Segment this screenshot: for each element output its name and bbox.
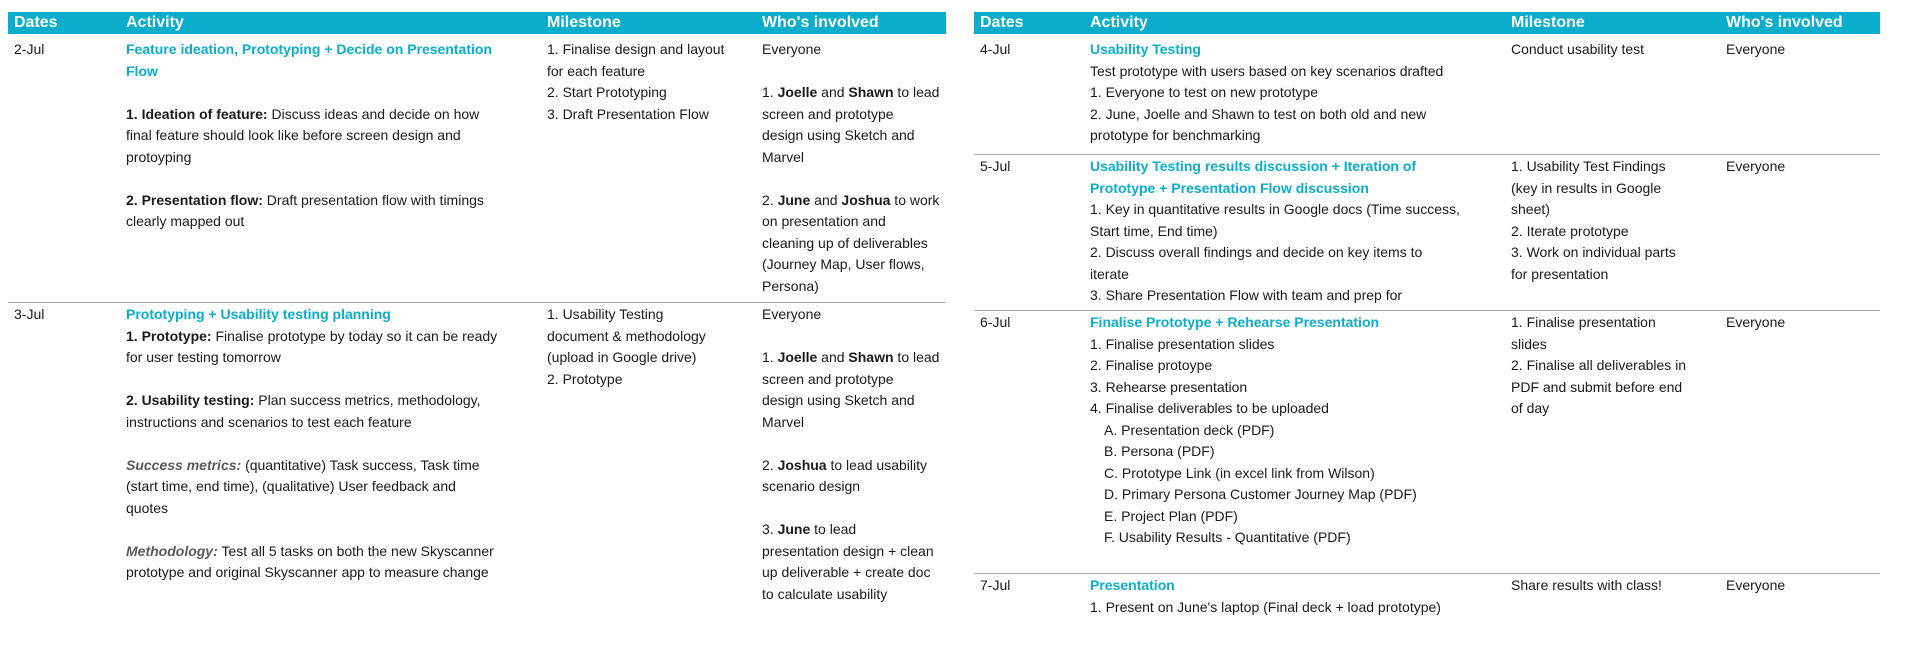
cell-line [762,433,946,455]
cell-line [1090,527,1500,549]
cell-line [1511,242,1716,264]
text-segment: Shawn [848,349,894,365]
activity-cell [1090,39,1500,147]
cell-line [762,326,946,348]
cell-line [126,369,536,391]
cell-line [762,211,946,233]
text-segment: screen and prototype [762,370,894,387]
text-segment: 2. Finalise protoype [1090,357,1213,373]
text-segment: Everyone [1726,158,1786,174]
date-cell: 7-Jul [980,577,1011,593]
text-segment: Conduct usability test [1511,41,1645,57]
cell-line [1090,441,1500,463]
text-segment: document & methodology [547,327,706,344]
cell-line [1090,420,1500,442]
milestone-cell [547,39,752,125]
text-segment: to lead [893,84,940,100]
cell-line [762,233,946,255]
cell-line [126,211,536,233]
cell-line [1090,199,1500,221]
cell-line [762,390,946,412]
cell-line [762,476,946,498]
text-segment: prototype and original Skyscanner app to measure change [126,564,489,580]
activity-cell [1090,312,1500,549]
text-segment: E. Project Plan (PDF) [1104,507,1238,524]
text-segment: Joelle [777,349,818,365]
text-segment: 1. Present on June's laptop (Final deck + load prototype) [1090,598,1441,615]
cell-line [1511,264,1716,286]
text-segment: D. Primary Persona Customer Journey Map (PDF) [1104,486,1417,502]
text-segment: A. Presentation deck (PDF) [1104,421,1275,438]
cell-line [126,147,536,169]
text-segment: 2. [762,191,778,208]
cell-line [762,541,946,563]
cell-line [547,82,752,104]
cell-line [762,39,946,61]
cell-line [126,326,536,348]
who-cell [762,304,946,605]
date-cell: 2-Jul [14,41,45,57]
cell-line [126,541,536,563]
table-row [974,573,1880,643]
cell-line [1090,125,1500,147]
cell-line [1090,178,1500,200]
text-segment: Flow [126,62,158,79]
text-segment: to work [890,191,940,208]
cell-line [762,82,946,104]
date-cell: 5-Jul [980,158,1011,174]
text-segment: sheet) [1511,201,1550,217]
text-segment: F. Usability Results - Quantitative (PDF) [1104,529,1351,545]
cell-line [762,254,946,276]
text-segment: scenario design [762,478,861,494]
who-cell [1726,312,1880,334]
table-row [974,154,1880,308]
text-segment: Plan success metrics, methodology, [254,392,481,408]
cell-line [126,498,536,520]
text-segment: 1. Finalise presentation [1511,314,1656,330]
text-segment: 1. Prototype: [126,327,212,344]
text-segment: 2. Start Prototyping [547,84,667,100]
who-cell [1726,39,1880,61]
text-segment: Draft presentation flow with timings [262,191,484,208]
milestone-cell [1511,39,1716,61]
cell-line [1511,377,1716,399]
cell-line [1090,285,1500,307]
cell-line [1090,398,1500,420]
header-activity: Activity [1090,14,1148,31]
text-segment: 1. Finalise design and layout [547,41,725,57]
cell-line [1090,355,1500,377]
milestone-cell [1511,575,1716,597]
cell-line [1090,506,1500,528]
cell-line [547,61,752,83]
text-segment: Joelle [777,84,818,100]
cell-line [126,82,536,104]
text-segment: (upload in Google drive) [547,349,697,365]
cell-line [762,276,946,298]
cell-line [126,390,536,412]
text-segment: Prototype + Presentation Flow discussion [1090,179,1369,196]
text-segment: 2. Prototype [547,370,623,387]
table-row [974,310,1880,574]
text-segment: final feature should look like before screen design and [126,127,461,143]
cell-line [547,369,752,391]
text-segment: Everyone [1726,314,1786,330]
text-segment: Methodology: [126,542,218,559]
cell-line [762,347,946,369]
cell-line [1511,39,1716,61]
text-segment: to calculate usability [762,585,888,602]
text-segment: 1. Ideation of feature: [126,105,268,122]
header-dates: Dates [14,14,58,31]
text-segment: June [777,521,811,537]
cell-line [126,562,536,584]
cell-line [1511,199,1716,221]
cell-line [762,562,946,584]
cell-line [1726,39,1880,61]
cell-line [762,498,946,520]
text-segment: on presentation and [762,213,886,229]
date-cell: 6-Jul [980,314,1011,330]
cell-line [1090,334,1500,356]
text-segment: 2. Usability testing: [126,392,255,408]
text-segment: design using Sketch and [762,127,915,143]
cell-line [1090,264,1500,286]
text-segment: Test all 5 tasks on both the new Skyscanner [217,542,494,559]
text-segment: 2. Iterate prototype [1511,222,1629,239]
header-who: Who's involved [1726,14,1843,31]
text-segment: 1. [762,349,778,365]
text-segment: and [817,84,849,100]
activity-cell [126,39,536,233]
text-segment: PDF and submit before end [1511,378,1683,395]
text-segment: 1. Finalise presentation slides [1090,335,1275,352]
cell-line [1090,221,1500,243]
text-segment: Marvel [762,413,805,430]
text-segment: 1. Usability Testing [547,306,664,322]
cell-line [547,39,752,61]
cell-line [547,304,752,326]
cell-line [126,104,536,126]
cell-line [762,304,946,326]
who-cell [762,39,946,297]
cell-line [762,104,946,126]
cell-line [1511,178,1716,200]
cell-line [762,190,946,212]
cell-line [1090,156,1500,178]
text-segment: (quantitative) Task success, Task time [241,456,480,473]
text-segment: protoyping [126,148,192,165]
text-segment: Usability Testing results discussion + Iteration of [1090,158,1417,174]
text-segment: 2. Presentation flow: [126,191,263,208]
header-milestone: Milestone [1511,14,1585,31]
cell-line [547,347,752,369]
text-segment: Finalise Prototype + Rehearse Presentation [1090,314,1380,330]
text-segment: for user testing tomorrow [126,349,281,365]
text-segment: Discuss ideas and decide on how [267,105,480,122]
text-segment: 2. Discuss overall findings and decide on key items to [1090,244,1423,260]
who-cell [1726,575,1880,597]
text-segment: and [817,349,849,365]
cell-line [1090,242,1500,264]
cell-line [762,147,946,169]
cell-line [126,433,536,455]
cell-line [1511,355,1716,377]
text-segment: Prototyping + Usability testing planning [126,306,391,322]
text-segment: to lead [893,349,940,365]
text-segment: 1. Key in quantitative results in Google docs (Time success, [1090,201,1460,217]
activity-cell [1090,156,1500,307]
cell-line [126,304,536,326]
cell-line [1090,39,1500,61]
cell-line [762,584,946,606]
text-segment: prototype for benchmarking [1090,127,1261,143]
text-segment: quotes [126,499,169,516]
date-cell: 4-Jul [980,41,1011,57]
text-segment: 3. [762,521,778,537]
cell-line [762,125,946,147]
header-dates: Dates [980,14,1024,31]
header-activity: Activity [126,14,184,31]
cell-line [547,104,752,126]
text-segment: and [810,191,842,208]
text-segment: to lead [810,521,857,537]
text-segment: 2. Finalise all deliverables in [1511,357,1687,373]
cell-line [126,190,536,212]
text-segment: design using Sketch and [762,392,915,408]
cell-line [126,412,536,434]
table-row [974,39,1880,151]
table-row [8,39,946,304]
text-segment: Success metrics: [126,456,242,473]
text-segment: 2. [762,456,778,473]
milestone-cell [1511,312,1716,420]
text-segment: clearly mapped out [126,213,245,229]
text-segment: C. Prototype Link (in excel link from Wilson) [1104,464,1375,481]
cell-line [1090,377,1500,399]
text-segment: for each feature [547,62,646,79]
milestone-cell [547,304,752,390]
text-segment: Everyone [1726,41,1786,57]
text-segment: 3. Work on individual parts [1511,244,1676,260]
table-row [8,302,946,632]
cell-line [126,39,536,61]
cell-line [1511,312,1716,334]
text-segment: of day [1511,400,1550,416]
text-segment: Everyone [1726,577,1786,593]
text-segment: iterate [1090,265,1129,282]
text-segment: 3. Draft Presentation Flow [547,105,709,122]
cell-line [762,61,946,83]
cell-line [1090,104,1500,126]
table-header [974,12,1880,34]
text-segment: cleaning up of deliverables [762,234,928,251]
cell-line [1090,575,1500,597]
text-segment: screen and prototype [762,105,894,122]
cell-line [1090,82,1500,104]
text-segment: B. Persona (PDF) [1104,443,1215,459]
text-segment: Persona) [762,277,819,294]
text-segment: presentation design + clean [762,542,934,559]
cell-line [547,326,752,348]
text-segment: 1. Usability Test Findings [1511,158,1666,174]
text-segment: Share results with class! [1511,577,1662,593]
cell-line [1726,312,1880,334]
cell-line [1090,61,1500,83]
text-segment: Feature ideation, Prototyping + Decide on Presentation [126,41,493,57]
text-segment: 3. Rehearse presentation [1090,378,1248,395]
cell-line [762,519,946,541]
who-cell [1726,156,1880,178]
cell-line [762,455,946,477]
text-segment: Everyone [762,41,822,57]
cell-line [126,476,536,498]
activity-cell [1090,575,1500,618]
header-milestone: Milestone [547,14,621,31]
text-segment: (key in results in Google [1511,179,1662,196]
text-segment: Usability Testing [1090,41,1201,57]
cell-line [762,369,946,391]
text-segment: to lead usability [826,456,927,473]
text-segment: Test prototype with users based on key scenarios drafted [1090,62,1444,79]
text-segment: Marvel [762,148,805,165]
text-segment: June [777,191,811,208]
text-segment: 2. June, Joelle and Shawn to test on both old and new [1090,105,1427,122]
text-segment: slides [1511,335,1547,352]
cell-line [762,412,946,434]
cell-line [1511,156,1716,178]
text-segment: Everyone [762,306,822,322]
cell-line [1511,575,1716,597]
text-segment: for presentation [1511,265,1609,282]
activity-cell [126,304,536,584]
text-segment: (start time, end time), (qualitative) User feedback and [126,478,456,494]
milestone-cell [1511,156,1716,285]
text-segment: Joshua [777,456,827,473]
text-segment: Finalise prototype by today so it can be ready [211,327,498,344]
cell-line [126,455,536,477]
cell-line [126,168,536,190]
cell-line [1090,463,1500,485]
cell-line [126,61,536,83]
text-segment: Shawn [848,84,894,100]
text-segment: Start time, End time) [1090,222,1218,239]
cell-line [1090,312,1500,334]
text-segment: 4. Finalise deliverables to be uploaded [1090,400,1329,416]
header-who: Who's involved [762,14,879,31]
cell-line [1511,221,1716,243]
text-segment: up deliverable + create doc [762,564,931,580]
text-segment: Joshua [841,191,891,208]
cell-line [126,347,536,369]
text-segment: instructions and scenarios to test each feature [126,413,412,430]
table-header [8,12,946,34]
cell-line [1090,597,1500,619]
cell-line [1090,484,1500,506]
cell-line [1511,334,1716,356]
cell-line [1726,575,1880,597]
cell-line [762,168,946,190]
text-segment: (Journey Map, User flows, [762,256,925,272]
cell-line [126,519,536,541]
text-segment: 3. Share Presentation Flow with team and prep for [1090,287,1403,303]
cell-line [1726,156,1880,178]
cell-line [126,125,536,147]
date-cell: 3-Jul [14,306,45,322]
text-segment: Presentation [1090,577,1175,593]
text-segment: 1. Everyone to test on new prototype [1090,84,1319,100]
text-segment: 1. [762,84,778,100]
cell-line [1511,398,1716,420]
